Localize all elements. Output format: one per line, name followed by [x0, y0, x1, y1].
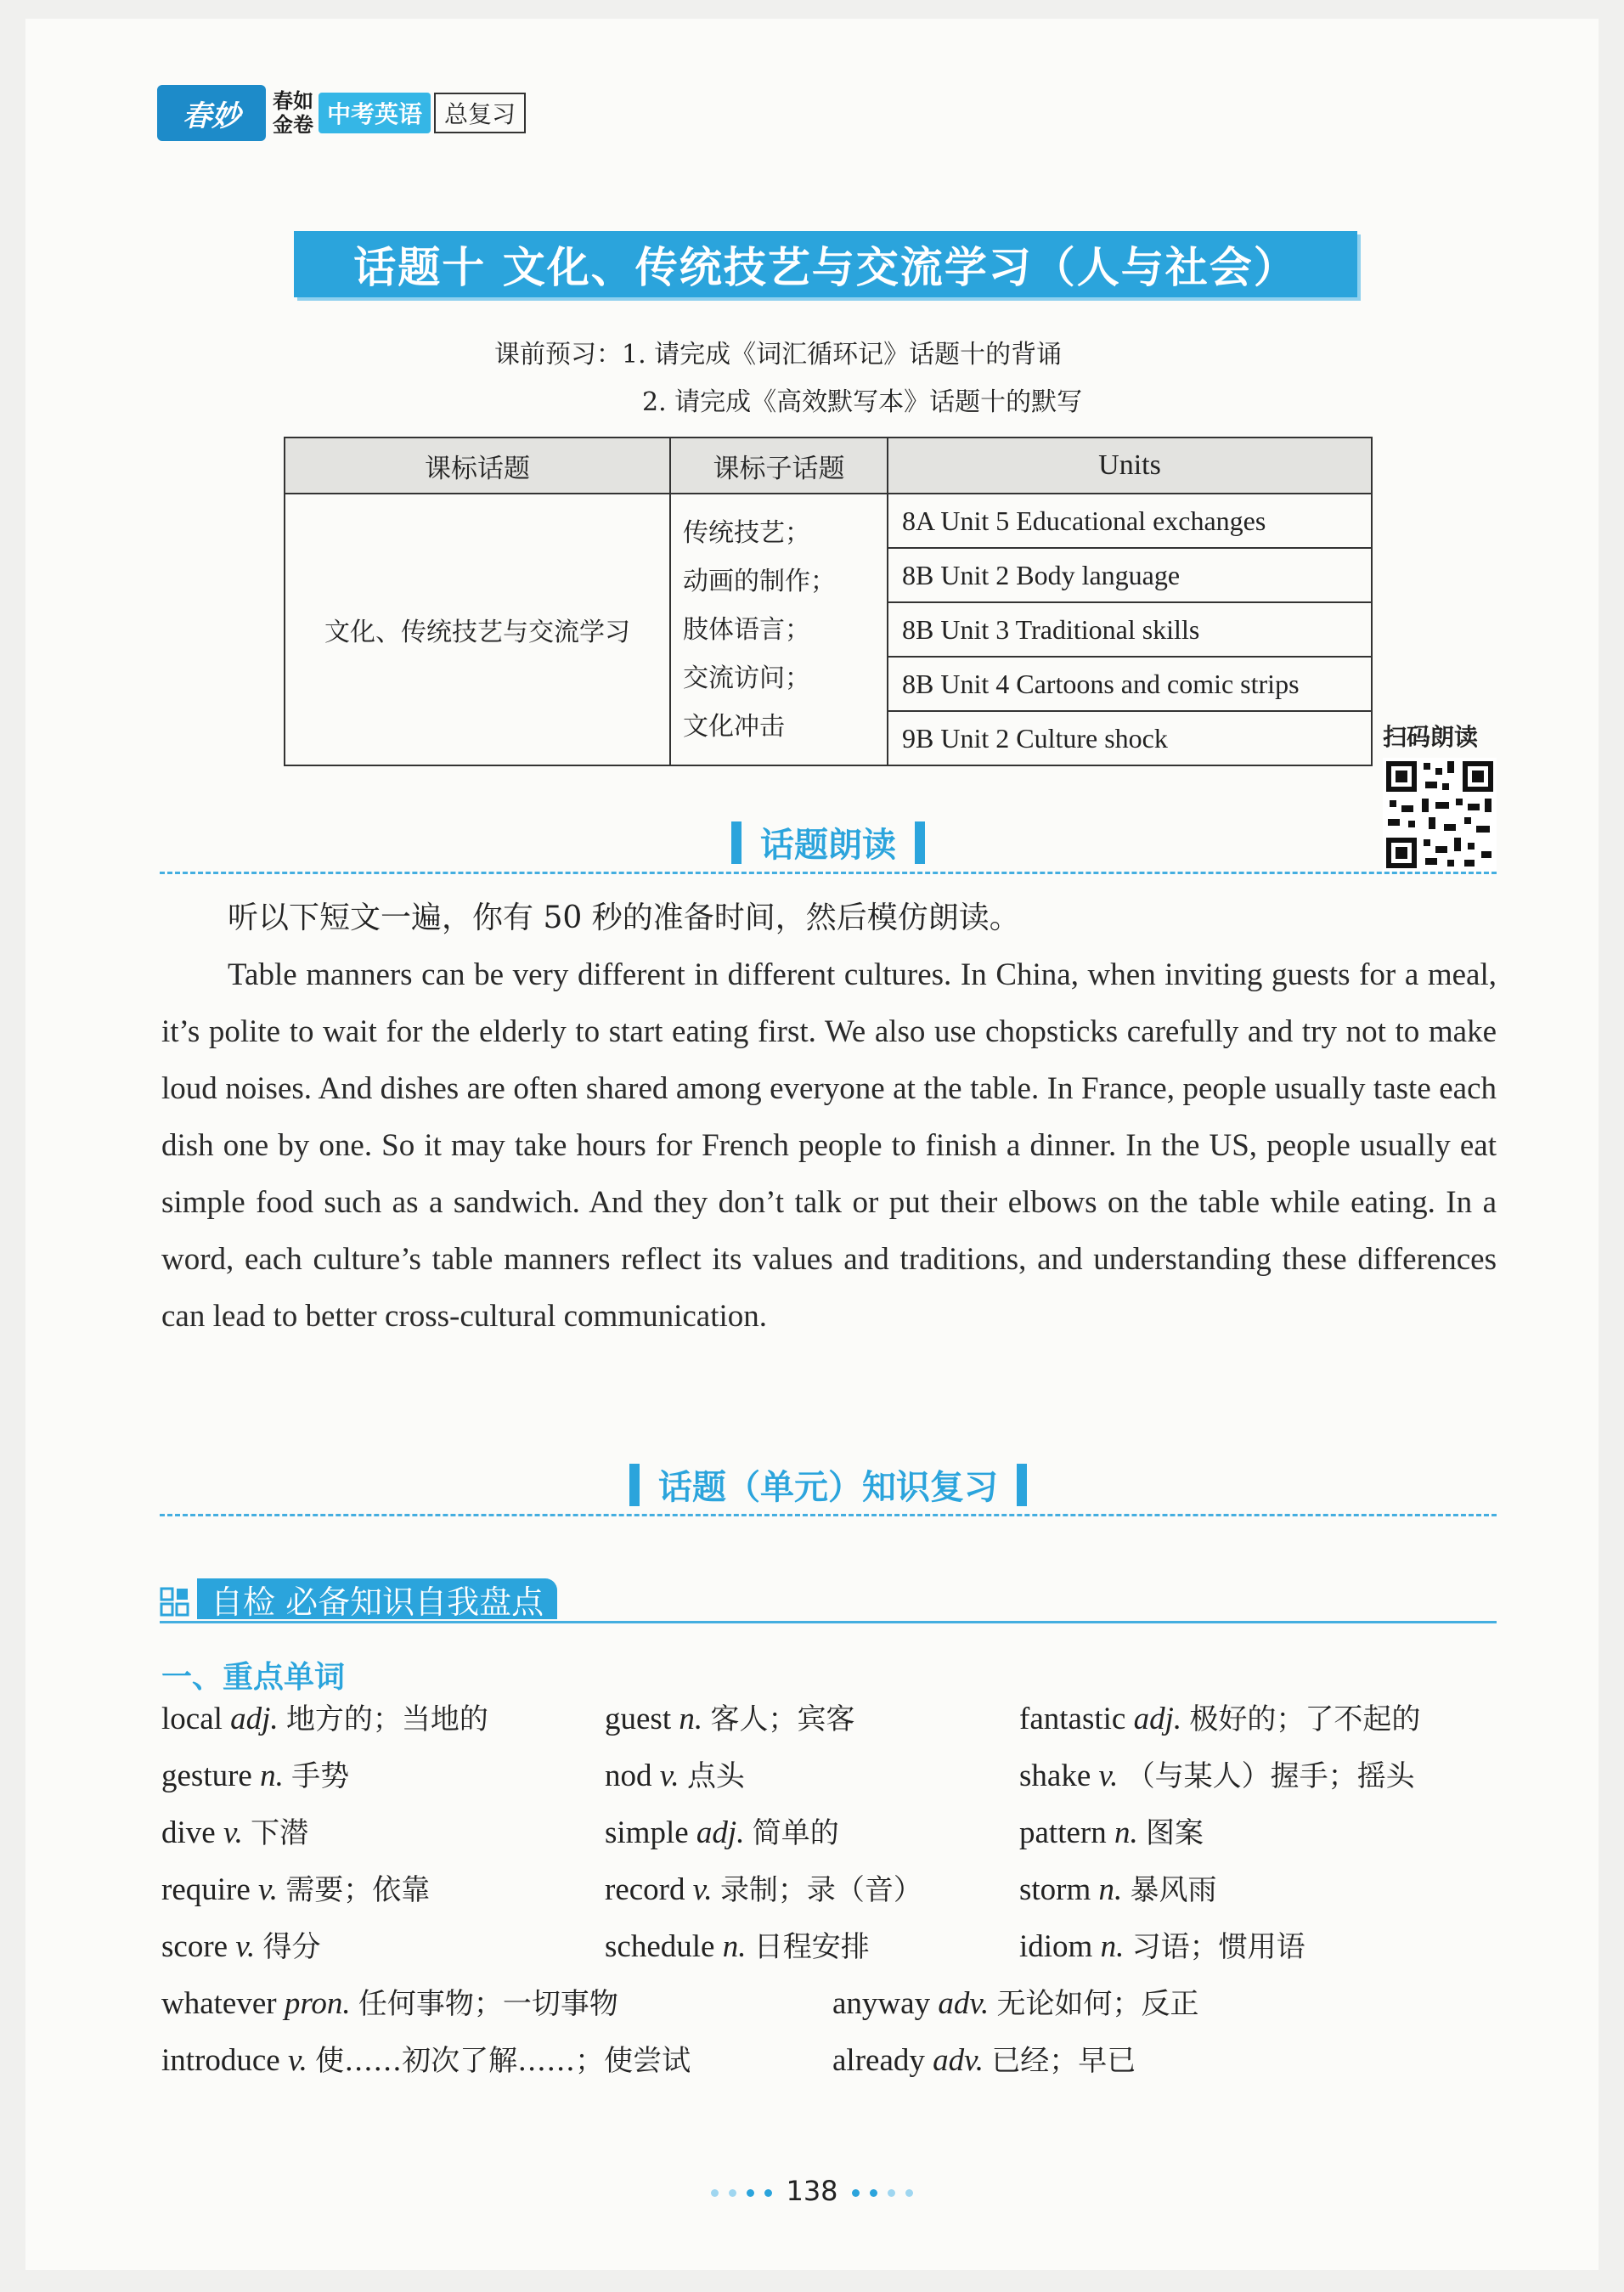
vocab-word: idiom [1019, 1929, 1093, 1964]
vocab-word: record [605, 1872, 685, 1907]
table-header: Units [888, 438, 1372, 494]
vocab-meaning: 任何事物；一切事物 [358, 1987, 618, 2021]
heading-bar [629, 1464, 640, 1506]
table-header: 课标话题 [285, 438, 670, 494]
vocab-meaning: 日程安排 [753, 1930, 870, 1964]
vocab-word: dive [161, 1815, 216, 1850]
reading-section-heading [160, 821, 1497, 874]
review-section-heading [160, 1463, 1497, 1516]
vocab-word: storm [1019, 1872, 1091, 1907]
vocab-title: 一、重点单词 [161, 1660, 346, 1695]
unit-cell: 9B Unit 2 Culture shock [888, 711, 1372, 765]
grid-icon [160, 1587, 190, 1617]
vocab-word: anyway [832, 1986, 931, 2021]
vocab-pos: v. [258, 1872, 278, 1907]
vocab-pos: v. [1098, 1759, 1119, 1793]
vocab-entry [161, 1923, 321, 1965]
header [157, 83, 526, 143]
vocab-meaning: 图案 [1145, 1816, 1204, 1850]
vocab-entry [832, 2037, 1136, 2079]
vocab-meaning: 手势 [291, 1759, 350, 1793]
vocab-pos: n. [679, 1702, 703, 1736]
page-number [0, 2175, 1624, 2207]
vocab-entry [832, 1980, 1199, 2022]
vocab-entry [161, 2037, 691, 2079]
vocab-pos: v. [235, 1929, 256, 1964]
page-number-text: 138 [786, 2175, 838, 2207]
heading-bar [731, 821, 742, 864]
table-header: 课标子话题 [670, 438, 888, 494]
vocab-pos: pron. [284, 1986, 351, 2021]
vocab-meaning: 客人；宾客 [710, 1702, 855, 1736]
vocab-meaning: 极好的；了不起的 [1189, 1702, 1421, 1736]
pager-dot [888, 2189, 895, 2197]
vocab-meaning: 无论如何；反正 [996, 1987, 1199, 2021]
subtopic-item: 肢体语言； [683, 615, 810, 645]
vocab-word: score [161, 1929, 228, 1964]
vocab-pos: adv. [938, 1986, 990, 2021]
vocab-entry [1019, 1696, 1420, 1737]
vocab-pos: v. [692, 1872, 713, 1907]
vocab-meaning: 得分 [262, 1930, 321, 1964]
vocab-word: gesture [161, 1759, 252, 1793]
reading-instruction: 听以下短文一遍，你有 50 秒的准备时间，然后模仿朗读。 [228, 900, 1020, 935]
pager-dot [711, 2189, 719, 2197]
vocab-meaning: 地方的；当地的 [285, 1702, 488, 1736]
vocab-pos: adj. [1133, 1702, 1182, 1736]
vocab-pos: adj. [696, 1815, 745, 1850]
pager-dot [747, 2189, 754, 2197]
vocab-word: pattern [1019, 1815, 1107, 1850]
vocab-meaning: 已经；早已 [991, 2044, 1136, 2078]
vocab-word: local [161, 1702, 223, 1736]
vocab-word: simple [605, 1815, 689, 1850]
reading-heading-text: 话题朗读 [760, 826, 896, 865]
subtopic-item: 动画的制作； [683, 567, 836, 596]
vocab-meaning: 录制；录（音） [719, 1873, 922, 1907]
subtopic-item: 交流访问； [683, 663, 810, 693]
brand-line1: 春如 [273, 89, 313, 113]
vocab-pos: v. [223, 1815, 243, 1850]
vocab-word: fantastic [1019, 1702, 1126, 1736]
subtopic-item: 传统技艺； [683, 518, 810, 548]
vocab-meaning: 习语；惯用语 [1131, 1930, 1305, 1964]
vocab-pos: adv. [933, 2043, 984, 2078]
vocab-pos: n. [722, 1929, 747, 1964]
unit-cell: 8B Unit 2 Body language [888, 548, 1372, 602]
vocab-meaning: （与某人）握手；摇头 [1125, 1759, 1415, 1793]
qr-label: 扫码朗读 [1383, 723, 1479, 751]
vocab-pos: n. [1100, 1929, 1125, 1964]
vocab-meaning: 简单的 [752, 1816, 839, 1850]
vocab-entry [605, 1923, 870, 1965]
logo: 春妙 [157, 85, 266, 141]
vocab-word: schedule [605, 1929, 715, 1964]
unit-cell: 8B Unit 3 Traditional skills [888, 602, 1372, 657]
subtitle-label: 总复习 [434, 93, 526, 133]
vocab-entry [1019, 1923, 1305, 1965]
vocab-entry [605, 1696, 854, 1737]
vocab-pos: n. [1114, 1815, 1138, 1850]
vocab-entry [605, 1753, 745, 1794]
vocab-pos: n. [260, 1759, 284, 1793]
selfcheck-heading [160, 1578, 1497, 1623]
vocab-meaning: 使……初次了解……；使尝试 [315, 2044, 691, 2078]
preview-line-1: 课前预习：1. 请完成《词汇循环记》话题十的背诵 [494, 340, 1063, 370]
topic-table [284, 437, 1373, 766]
vocab-word: whatever [161, 1986, 277, 2021]
vocab-entry [605, 1809, 839, 1851]
unit-cell: 8A Unit 5 Educational exchanges [888, 494, 1372, 548]
pager-dot [905, 2189, 913, 2197]
selfcheck-label: 自检 必备知识自我盘点 [197, 1578, 557, 1619]
vocab-pos: adj. [230, 1702, 279, 1736]
unit-cell: 8B Unit 4 Cartoons and comic strips [888, 657, 1372, 711]
vocab-word: nod [605, 1759, 652, 1793]
preview-line-2: 2. 请完成《高效默写本》话题十的默写 [642, 387, 1083, 417]
vocab-entry [605, 1866, 922, 1908]
vocab-entry [161, 1809, 308, 1851]
vocab-entry [1019, 1866, 1217, 1908]
topic-title-banner: 话题十 文化、传统技艺与交流学习（人与社会） [294, 231, 1357, 297]
vocab-word: guest [605, 1702, 672, 1736]
brand-line2: 金卷 [273, 113, 313, 137]
vocab-word: already [832, 2043, 925, 2078]
vocab-pos: n. [1098, 1872, 1123, 1907]
series-label: 中考英语 [319, 93, 431, 133]
vocab-entry [1019, 1753, 1415, 1794]
vocab-meaning: 点头 [686, 1759, 745, 1793]
pager-dot [729, 2189, 736, 2197]
heading-bar [915, 821, 925, 864]
heading-bar [1017, 1464, 1027, 1506]
vocab-entry [161, 1866, 430, 1908]
vocab-entry [1019, 1809, 1204, 1851]
vocab-meaning: 需要；依靠 [285, 1873, 431, 1907]
pager-dot [764, 2189, 772, 2197]
vocab-meaning: 暴风雨 [1130, 1873, 1217, 1907]
subtopic-item: 文化冲击 [683, 712, 785, 742]
vocab-word: introduce [161, 2043, 280, 2078]
vocab-pos: v. [287, 2043, 307, 2078]
vocab-entry [161, 1753, 349, 1794]
subtopics-cell [670, 494, 888, 765]
pager-dot [870, 2189, 877, 2197]
vocab-entry [161, 1980, 618, 2022]
pager-dot [852, 2189, 860, 2197]
main-topic-cell: 文化、传统技艺与交流学习 [285, 494, 670, 765]
brand [273, 89, 313, 137]
vocab-word: shake [1019, 1759, 1091, 1793]
vocab-pos: v. [659, 1759, 679, 1793]
vocab-entry [161, 1696, 488, 1737]
vocab-word: require [161, 1872, 251, 1907]
review-heading-text: 话题（单元）知识复习 [658, 1468, 998, 1507]
reading-passage: Table manners can be very different in different cultures. In China, when inviting guests for a meal, it’s polite to wait for the elderly to start eating first. We also use chopsticks carefully and try not to make loud noises. And dishes are often shared among everyone at the table. In France, people usually taste each dish one by one. So it may take hours for French people to finish a dinner. In the US, people usually eat simple food such as a sandwich. And they don’t talk or put their elbows on the table while eating. In a word, each culture’s table manners reflect its values and traditions, and understanding these differences can lead to better cross-cultural communication. [161, 957, 1497, 1334]
vocab-meaning: 下潜 [251, 1816, 309, 1850]
